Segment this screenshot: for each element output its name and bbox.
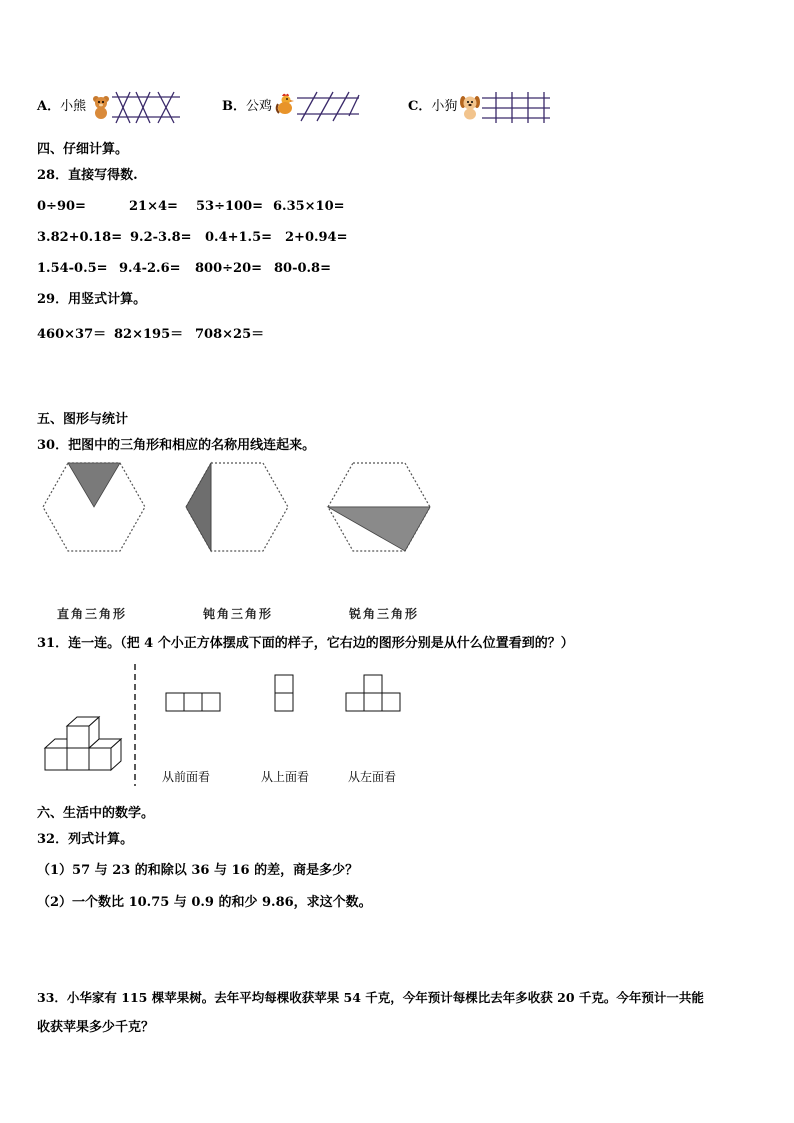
grid-a-figure [112, 92, 182, 124]
view-front-label: 从前面看 [162, 770, 211, 784]
option-b [222, 99, 272, 115]
option-a [37, 99, 86, 115]
option-c-letter: C． [408, 99, 432, 114]
q31-title: 31．连一连。（把 4 个小正方体摆成下面的样子，它右边的图形分别是从什么位置看到的？） [37, 636, 574, 651]
q29-item: 82×195＝ [114, 327, 184, 342]
section-6-title: 六、生活中的数学。 [37, 806, 155, 821]
q33-line-2: 收获苹果多少千克？ [37, 1020, 155, 1035]
bear-icon [90, 94, 112, 120]
top-view-figure [274, 674, 296, 712]
q29-item: 708×25＝ [195, 327, 265, 342]
q32-title: 32．列式计算。 [37, 832, 134, 847]
cube-stack-figure [44, 712, 124, 772]
q28-item: 9.2-3.8= [130, 230, 192, 245]
dashed-divider [133, 664, 137, 786]
option-a-animal: 小熊 [60, 99, 87, 114]
q28-item: 800÷20= [195, 261, 263, 276]
section-5-title: 五、图形与统计 [37, 412, 129, 427]
grid-c-figure [482, 92, 552, 124]
q29-title: 29．用竖式计算。 [37, 292, 147, 307]
section-4-title: 四、仔细计算。 [37, 142, 129, 157]
q28-item: 0÷90= [37, 199, 86, 214]
q28-item: 53÷100= [196, 199, 264, 214]
hexagon-acute-triangle-figure [327, 462, 431, 552]
view-left-label: 从左面看 [348, 770, 397, 784]
q28-item: 6.35×10= [273, 199, 345, 214]
q30-title: 30．把图中的三角形和相应的名称用线连起来。 [37, 438, 316, 453]
label-acute-triangle: 锐角三角形 [349, 607, 420, 621]
option-c [408, 99, 457, 115]
q32-item-2: （2）一个数比 10.75 与 0.9 的和少 9.86，求这个数。 [37, 895, 372, 910]
hexagon-right-triangle-figure [42, 462, 146, 552]
rooster-icon [276, 92, 298, 116]
q28-item: 0.4+1.5= [205, 230, 273, 245]
q28-item: 2+0.94= [285, 230, 348, 245]
grid-b-figure [297, 92, 361, 122]
option-a-letter: A． [37, 99, 61, 114]
left-view-figure [345, 674, 403, 712]
dog-icon [459, 94, 481, 120]
hexagon-obtuse-triangle-figure [185, 462, 289, 552]
q32-item-1: （1）57 与 23 的和除以 36 与 16 的差，商是多少？ [37, 863, 359, 878]
view-top-label: 从上面看 [261, 770, 310, 784]
q28-item: 80-0.8= [274, 261, 331, 276]
q28-item: 1.54-0.5= [37, 261, 108, 276]
option-c-animal: 小狗 [431, 99, 458, 114]
q28-title: 28．直接写得数. [37, 168, 138, 183]
q28-item: 3.82+0.18= [37, 230, 123, 245]
label-right-triangle: 直角三角形 [57, 607, 128, 621]
option-b-letter: B． [222, 99, 246, 114]
label-obtuse-triangle: 钝角三角形 [203, 607, 274, 621]
option-b-animal: 公鸡 [246, 99, 273, 114]
q29-item: 460×37＝ [37, 327, 107, 342]
q28-item: 9.4-2.6= [119, 261, 181, 276]
front-view-figure [165, 692, 221, 712]
q28-item: 21×4= [129, 199, 178, 214]
q33-line-1: 33．小华家有 115 棵苹果树。去年平均每棵收获苹果 54 千克，今年预计每棵比去年多收获 20 千克。今年预计一共能 [37, 990, 704, 1005]
